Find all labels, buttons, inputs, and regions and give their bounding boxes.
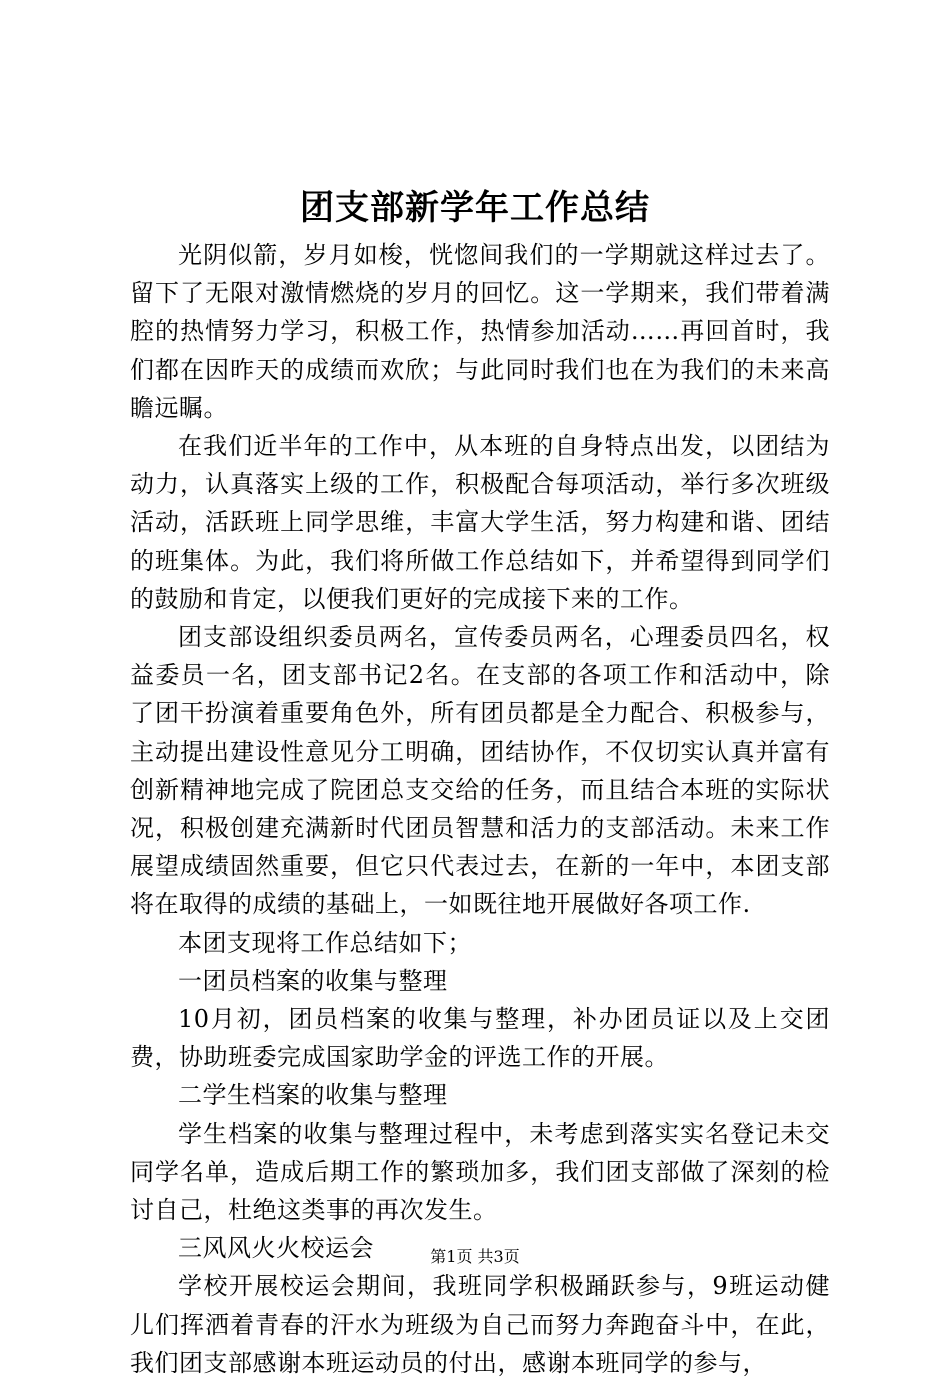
section-text: 学校开展校运会期间，我班同学积极踊跃参与，9班运动健儿们挥洒着青春的汗水为班级为自己而努力奔跑奋斗中，在此，我们团支部感谢本班运动员的付出，感谢本班同学的参与，: [130, 1272, 830, 1377]
paragraph-overview: 在我们近半年的工作中，从本班的自身特点出发，以团结为动力，认真落实上级的工作，积极配合每项活动，举行多次班级活动，活跃班上同学思维，丰富大学生活，努力构建和谐、团结的班集体。为此，我们将所做工作总结如下，并希望得到同学们的鼓励和肯定，以便我们更好的完成接下来的工作。: [130, 432, 830, 613]
section-text: 10月初，团员档案的收集与整理，补办团员证以及上交团费，协助班委完成国家助学金的评选工作的开展。: [130, 1005, 830, 1072]
section-heading: 二学生档案的收集与整理: [178, 1081, 448, 1110]
page-footer: 第1页 共3页: [430, 1247, 520, 1266]
paragraph-intro: 光阴似箭，岁月如梭，恍惚间我们的一学期就这样过去了。留下了无限对激情燃烧的岁月的回忆。这一学期来，我们带着满腔的热情努力学习，积极工作，热情参加活动……再回首时，我们都在因昨天的成绩而欢欣；与此同时我们也在为我们的未来高瞻远瞩。: [130, 241, 830, 422]
paragraph-organization: 团支部设组织委员两名，宣传委员两名，心理委员四名，权益委员一名，团支部书记2名。在支部的各项工作和活动中，除了团干扮演着重要角色外，所有团员都是全力配合、积极参与，主动提出建设性意见分工明确，团结协作，不仅切实认真并富有创新精神地完成了院团总支交给的任务，而且结合本班的实际状况，积极创建充满新时代团员智慧和活力的支部活动。未来工作展望成绩固然重要，但它只代表过去，在新的一年中，本团支部将在取得的成绩的基础上，一如既往地开展做好各项工作.: [130, 623, 830, 919]
section-text: 学生档案的收集与整理过程中，未考虑到落实实名登记未交同学名单，造成后期工作的繁琐加多，我们团支部做了深刻的检讨自己，杜绝这类事的再次发生。: [130, 1119, 830, 1225]
document-body: [130, 236, 830, 1382]
section-heading: 一团员档案的收集与整理: [178, 966, 448, 995]
section-heading: 三风风火火校运会: [178, 1234, 374, 1263]
document-title: 团支部新学年工作总结: [300, 188, 650, 228]
paragraph-summary-lead: 本团支现将工作总结如下；: [178, 928, 472, 957]
